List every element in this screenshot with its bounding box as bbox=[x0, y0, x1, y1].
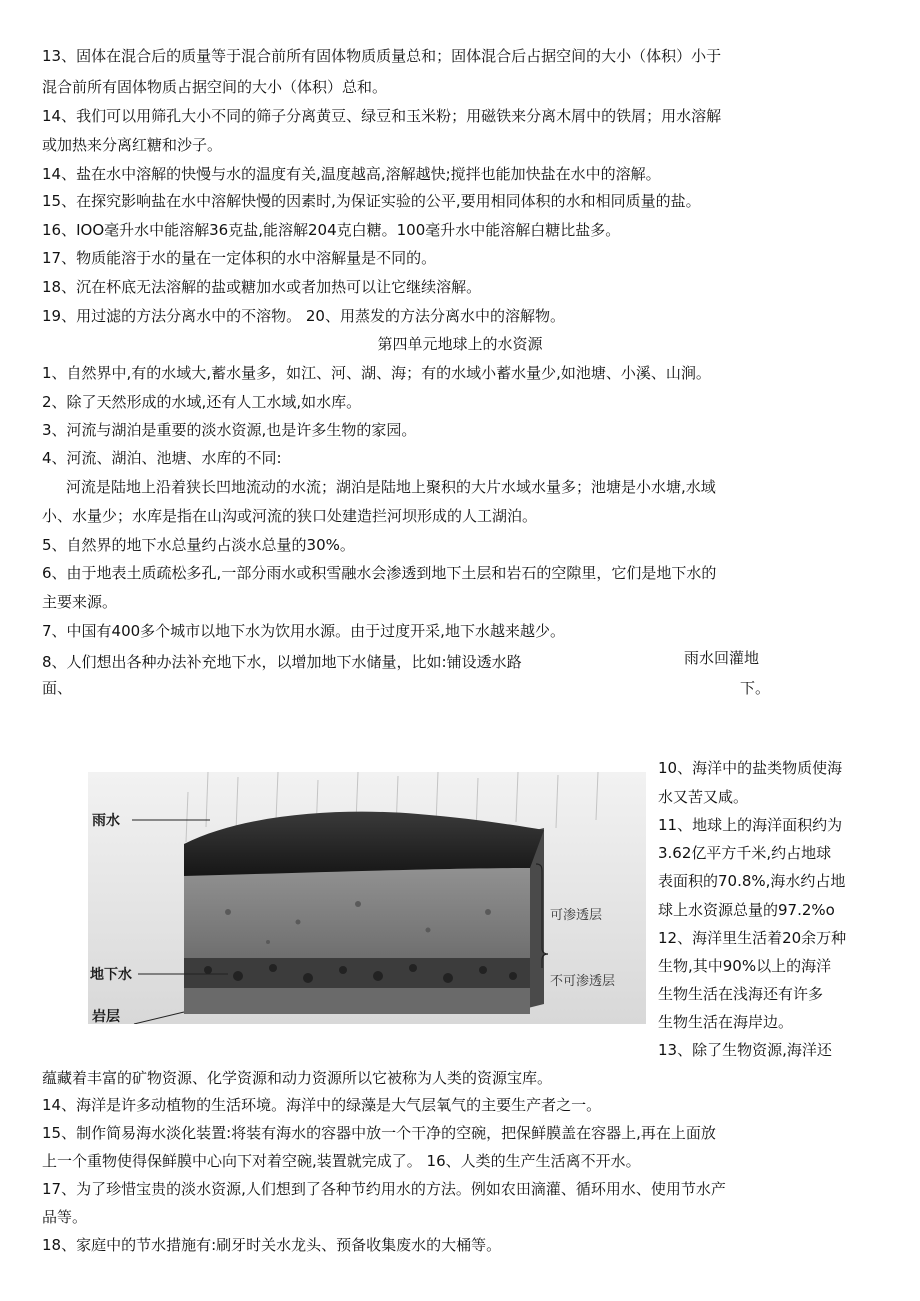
text-line: 13、固体在混合后的质量等于混合前所有固体物质质量总和；固体混合后占据空间的大小（体积）小于 bbox=[42, 47, 722, 65]
text-line: 品等。 bbox=[42, 1208, 88, 1226]
text-line: 下。 bbox=[740, 679, 771, 697]
text-line: 2、除了天然形成的水域,还有人工水域,如水库。 bbox=[42, 393, 362, 411]
text-line: 8、人们想出各种办法补充地下水，以增加地下水储量，比如:铺设透水路 bbox=[42, 653, 522, 671]
text-line: 19、用过滤的方法分离水中的不溶物。 20、用蒸发的方法分离水中的溶解物。 bbox=[42, 307, 565, 325]
text-line: 5、自然界的地下水总量约占淡水总量的30%。 bbox=[42, 536, 355, 554]
label-permeable: 可渗透层 bbox=[550, 908, 603, 923]
text-line: 14、盐在水中溶解的快慢与水的温度有关,温度越高,溶解越快;搅拌也能加快盐在水中的溶解。 bbox=[42, 165, 661, 183]
text-line: 11、地球上的海洋面积约为 bbox=[658, 816, 843, 834]
text-line: 球上水资源总量的97.2%o bbox=[658, 901, 835, 919]
text-line: 3.62亿平方千米,约占地球 bbox=[658, 844, 832, 862]
text-line: 表面积的70.8%,海水约占地 bbox=[658, 872, 846, 890]
text-line: 上一个重物使得保鲜膜中心向下对着空碗,装置就完成了。 16、人类的生产生活离不开水。 bbox=[42, 1152, 641, 1170]
text-line: 1、自然界中,有的水域大,蓄水量多，如江、河、湖、海；有的水域小蓄水量少,如池塘、小溪、山涧。 bbox=[42, 364, 711, 382]
text-line: 17、为了珍惜宝贵的淡水资源,人们想到了各种节约用水的方法。例如农田滴灌、循环用水、使用节水产 bbox=[42, 1180, 726, 1198]
text-line: 15、制作简易海水淡化装置:将装有海水的容器中放一个干净的空碗，把保鲜膜盖在容器上,再在上面放 bbox=[42, 1124, 716, 1142]
text-line: 10、海洋中的盐类物质使海 bbox=[658, 759, 843, 777]
text-line: 水又苦又咸。 bbox=[658, 788, 749, 806]
text-line: 16、IOO毫升水中能溶解36克盐,能溶解204克白糖。100毫升水中能溶解白糖比盐多。 bbox=[42, 221, 621, 239]
label-groundwater: 地下水 bbox=[90, 967, 132, 983]
text-line: 7、中国有400多个城市以地下水为饮用水源。由于过度开采,地下水越来越少。 bbox=[42, 622, 565, 640]
text-line: 生物生活在海岸边。 bbox=[658, 1013, 794, 1031]
text-line: 混合前所有固体物质占据空间的大小（体积）总和。 bbox=[42, 78, 388, 96]
text-line: 生物,其中90%以上的海洋 bbox=[658, 957, 832, 975]
text-line: 18、家庭中的节水措施有:刷牙时关水龙头、预备收集废水的大桶等。 bbox=[42, 1236, 502, 1254]
section-title: 第四单元地球上的水资源 bbox=[377, 335, 543, 353]
text-line: 14、我们可以用筛孔大小不同的筛子分离黄豆、绿豆和玉米粉；用磁铁来分离木屑中的铁屑；用水溶解 bbox=[42, 107, 722, 125]
text-line: 生物生活在浅海还有许多 bbox=[658, 985, 824, 1003]
text-line: 或加热来分离红糖和沙子。 bbox=[42, 136, 223, 154]
text-line: 17、物质能溶于水的量在一定体积的水中溶解量是不同的。 bbox=[42, 249, 437, 267]
text-line: 主要来源。 bbox=[42, 593, 118, 611]
text-line: 蕴藏着丰富的矿物资源、化学资源和动力资源所以它被称为人类的资源宝库。 bbox=[42, 1069, 553, 1087]
text-line: 小、水量少；水库是指在山沟或河流的狭口处建造拦河坝形成的人工湖泊。 bbox=[42, 507, 538, 525]
text-line: 14、海洋是许多动植物的生活环境。海洋中的绿藻是大气层氧气的主要生产者之一。 bbox=[42, 1096, 602, 1114]
text-line: 面、 bbox=[42, 679, 73, 697]
label-rock: 岩层 bbox=[92, 1009, 120, 1024]
text-line: 15、在探究影响盐在水中溶解快慢的因素时,为保证实验的公平,要用相同体积的水和相同质量的盐。 bbox=[42, 192, 701, 210]
text-line: 6、由于地表土质疏松多孔,一部分雨水或积雪融水会渗透到地下土层和岩石的空隙里，它们是地下水的 bbox=[42, 564, 717, 582]
groundwater-diagram bbox=[88, 772, 646, 1024]
text-line: 4、河流、湖泊、池塘、水库的不同: bbox=[42, 449, 282, 467]
text-line: 12、海洋里生活着20余万种 bbox=[658, 929, 847, 947]
text-line: 河流是陆地上沿着狭长凹地流动的水流；湖泊是陆地上聚积的大片水域水量多；池塘是小水塘,水域 bbox=[66, 478, 716, 496]
text-line: 18、沉在杯底无法溶解的盐或糖加水或者加热可以让它继续溶解。 bbox=[42, 278, 482, 296]
text-line: 雨水回灌地 bbox=[684, 649, 760, 667]
label-rain: 雨水 bbox=[92, 813, 120, 829]
text-line: 13、除了生物资源,海洋还 bbox=[658, 1041, 832, 1059]
text-line: 3、河流与湖泊是重要的淡水资源,也是许多生物的家园。 bbox=[42, 421, 417, 439]
label-impermeable: 不可渗透层 bbox=[550, 974, 616, 989]
